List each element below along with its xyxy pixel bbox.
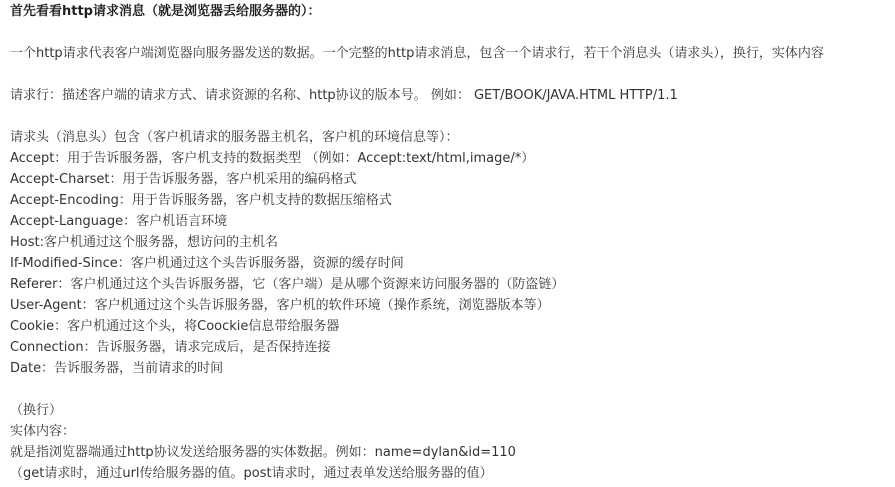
article-content xyxy=(10,0,895,487)
section-heading: 首先看看http请求消息（就是浏览器丢给服务器的）： xyxy=(10,4,321,19)
header-user-agent: User-Agent：客户机通过这个头告诉服务器，客户机的软件环境（操作系统，浏览器版本等） xyxy=(10,298,550,313)
header-accept-language: Accept-Language：客户机语言环境 xyxy=(10,214,228,229)
header-accept: Accept：用于告诉服务器，客户机支持的数据类型 （例如：Accept:text/html,image/*） xyxy=(10,151,535,166)
header-accept-encoding: Accept-Encoding：用于告诉服务器，客户机支持的数据压缩格式 xyxy=(10,193,392,208)
header-host: Host:客户机通过这个服务器，想访问的主机名 xyxy=(10,235,278,250)
header-date: Date：告诉服务器，当前请求的时间 xyxy=(10,361,224,376)
header-if-modified-since: If-Modified-Since：客户机通过这个头告诉服务器，资源的缓存时间 xyxy=(10,256,404,271)
header-cookie: Cookie：客户机通过这个头，将Coockie信息带给服务器 xyxy=(10,319,340,334)
body-description: 就是指浏览器端通过http协议发送给服务器的实体数据。例如：name=dylan&id=110 xyxy=(10,445,516,460)
newline-label: （换行） xyxy=(10,403,63,418)
request-line-paragraph: 请求行：描述客户端的请求方式、请求资源的名称、http协议的版本号。 例如： GET/BOOK/JAVA.HTML HTTP/1.1 xyxy=(10,88,678,103)
header-accept-charset: Accept-Charset：用于告诉服务器，客户机采用的编码格式 xyxy=(10,172,357,187)
headers-intro: 请求头（消息头）包含（客户机请求的服务器主机名，客户机的环境信息等）： xyxy=(10,130,459,145)
intro-paragraph: 一个http请求代表客户端浏览器向服务器发送的数据。一个完整的http请求消息，包含一个请求行，若干个消息头（请求头），换行，实体内容 xyxy=(10,46,824,61)
header-connection: Connection：告诉服务器，请求完成后，是否保持连接 xyxy=(10,340,331,355)
body-label: 实体内容： xyxy=(10,424,76,439)
body-note: （get请求时，通过url传给服务器的值。post请求时，通过表单发送给服务器的值） xyxy=(10,466,493,481)
header-referer: Referer：客户机通过这个头告诉服务器，它（客户端）是从哪个资源来访问服务器的（防盗链） xyxy=(10,277,565,292)
